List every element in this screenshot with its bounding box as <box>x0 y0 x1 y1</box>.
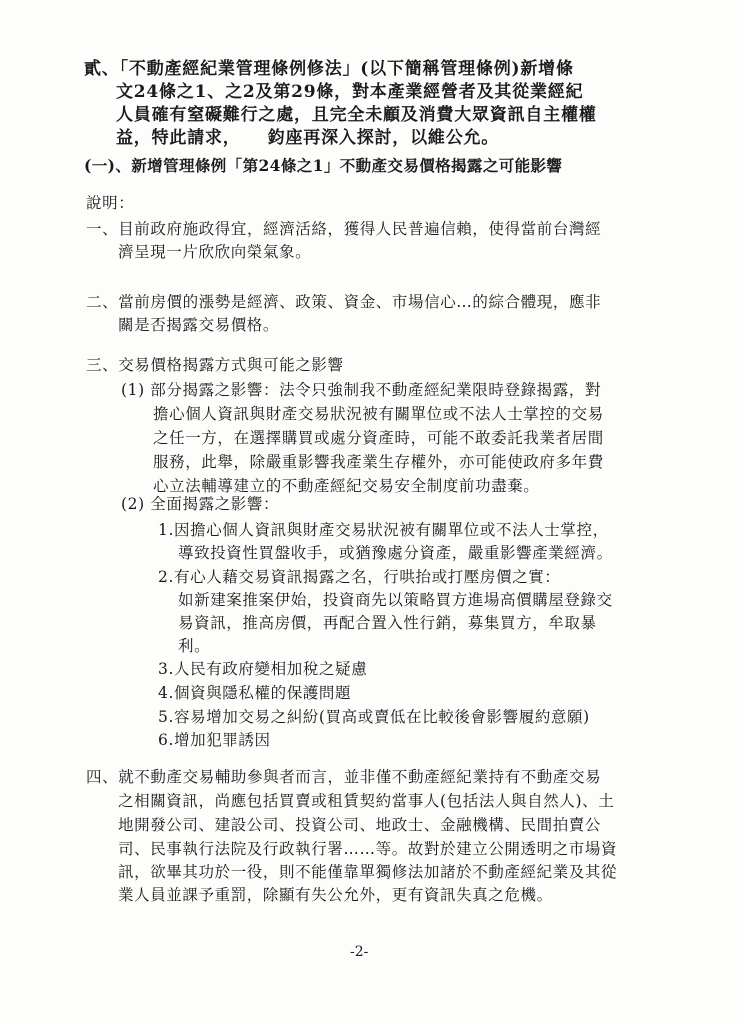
item4-line-1: 四、就不動產交易輔助參與者而言，並非僅不動產經紀業持有不動產交易 <box>86 768 602 786</box>
item3-title: 三、交易價格揭露方式與可能之影響 <box>86 356 344 374</box>
full-point-6: 6.增加犯罪誘因 <box>158 731 271 749</box>
page-number: -2- <box>350 944 369 960</box>
item1-line-2: 濟呈現一片欣欣向榮氣象。 <box>118 243 312 261</box>
partial-disclosure-line-5: 心立法輔導建立的不動產經紀交易安全制度前功盡棄。 <box>153 477 540 495</box>
heading-line-1: 貳、「不動產經紀業管理條例修法」(以下簡稱管理條例)新增條 <box>84 59 574 79</box>
item4-line-6: 業人員並課予重罰，除顯有失公允外，更有資訊失真之危機。 <box>118 886 553 904</box>
full-point-2-line-4: 利。 <box>178 637 211 655</box>
partial-disclosure-line-2: 擔心個人資訊與財產交易狀況被有關單位或不法人士掌控的交易 <box>153 405 604 423</box>
partial-disclosure-line-1: (1) 部分揭露之影響：法令只強制我不動產經紀業限時登錄揭露，對 <box>121 381 602 399</box>
partial-disclosure-line-3: 之任一方，在選擇購買或處分資產時，可能不敢委託我業者居間 <box>153 429 604 447</box>
partial-disclosure-line-4: 服務，此舉，除嚴重影響我產業生存權外，亦可能使政府多年費 <box>153 453 604 471</box>
full-point-2-line-1: 2.有心人藉交易資訊揭露之名，行哄抬或打壓房價之實： <box>158 568 561 586</box>
full-point-3: 3.人民有政府變相加稅之疑慮 <box>158 660 368 678</box>
item4-line-3: 地開發公司、建設公司、投資公司、地政士、金融機構、民間拍賣公 <box>118 816 602 834</box>
full-point-2-line-3: 易資訊，推高房價，再配合置入性行銷，募集買方，牟取暴 <box>178 614 597 632</box>
heading-line-2: 文24條之1、之2及第29條，對本產業經營者及其從業經紀 <box>116 82 584 102</box>
explain-label: 說明： <box>86 194 135 212</box>
item4-line-2: 之相關資訊，尚應包括買賣或租賃契約當事人(包括法人與自然人)、土 <box>118 792 615 810</box>
heading-line-3: 人員確有窒礙難行之處，且完全未顧及消費大眾資訊自主權權 <box>116 105 597 125</box>
item4-line-4: 司、民事執行法院及行政執行署……等。故對於建立公開透明之市場資 <box>118 840 618 858</box>
item2-line-1: 二、當前房價的漲勢是經濟、政策、資金、市場信心…的綜合體現，應非 <box>86 293 602 311</box>
item4-line-5: 訊，欲畢其功於一役，則不能僅靠單獨修法加諸於不動產經紀業及其從 <box>118 863 618 881</box>
full-point-2-line-2: 如新建案推案伊始，投資商先以策略買方進場高價購屋登錄交 <box>178 591 613 609</box>
full-point-4: 4.個資與隱私權的保護問題 <box>158 684 352 702</box>
subheading: (一)、新增管理條例「第24條之1」不動產交易價格揭露之可能影響 <box>84 156 563 175</box>
heading-line-4: 益，特此請求， 鈞座再深入探討，以維公允。 <box>116 128 500 148</box>
full-point-1-line-2: 導致投資性買盤收手，或猶豫處分資產，嚴重影響產業經濟。 <box>178 544 613 562</box>
full-point-5: 5.容易增加交易之糾紛(買高或賣低在比較後會影響履約意願) <box>158 708 590 726</box>
full-point-1-line-1: 1.因擔心個人資訊與財產交易狀況被有關單位或不法人士掌控， <box>158 521 609 539</box>
item1-line-1: 一、目前政府施政得宜，經濟活絡，獲得人民普遍信賴，使得當前台灣經 <box>86 220 602 238</box>
item2-line-2: 關是否揭露交易價格。 <box>118 316 280 334</box>
full-disclosure-title: (2) 全面揭露之影響： <box>121 495 280 513</box>
